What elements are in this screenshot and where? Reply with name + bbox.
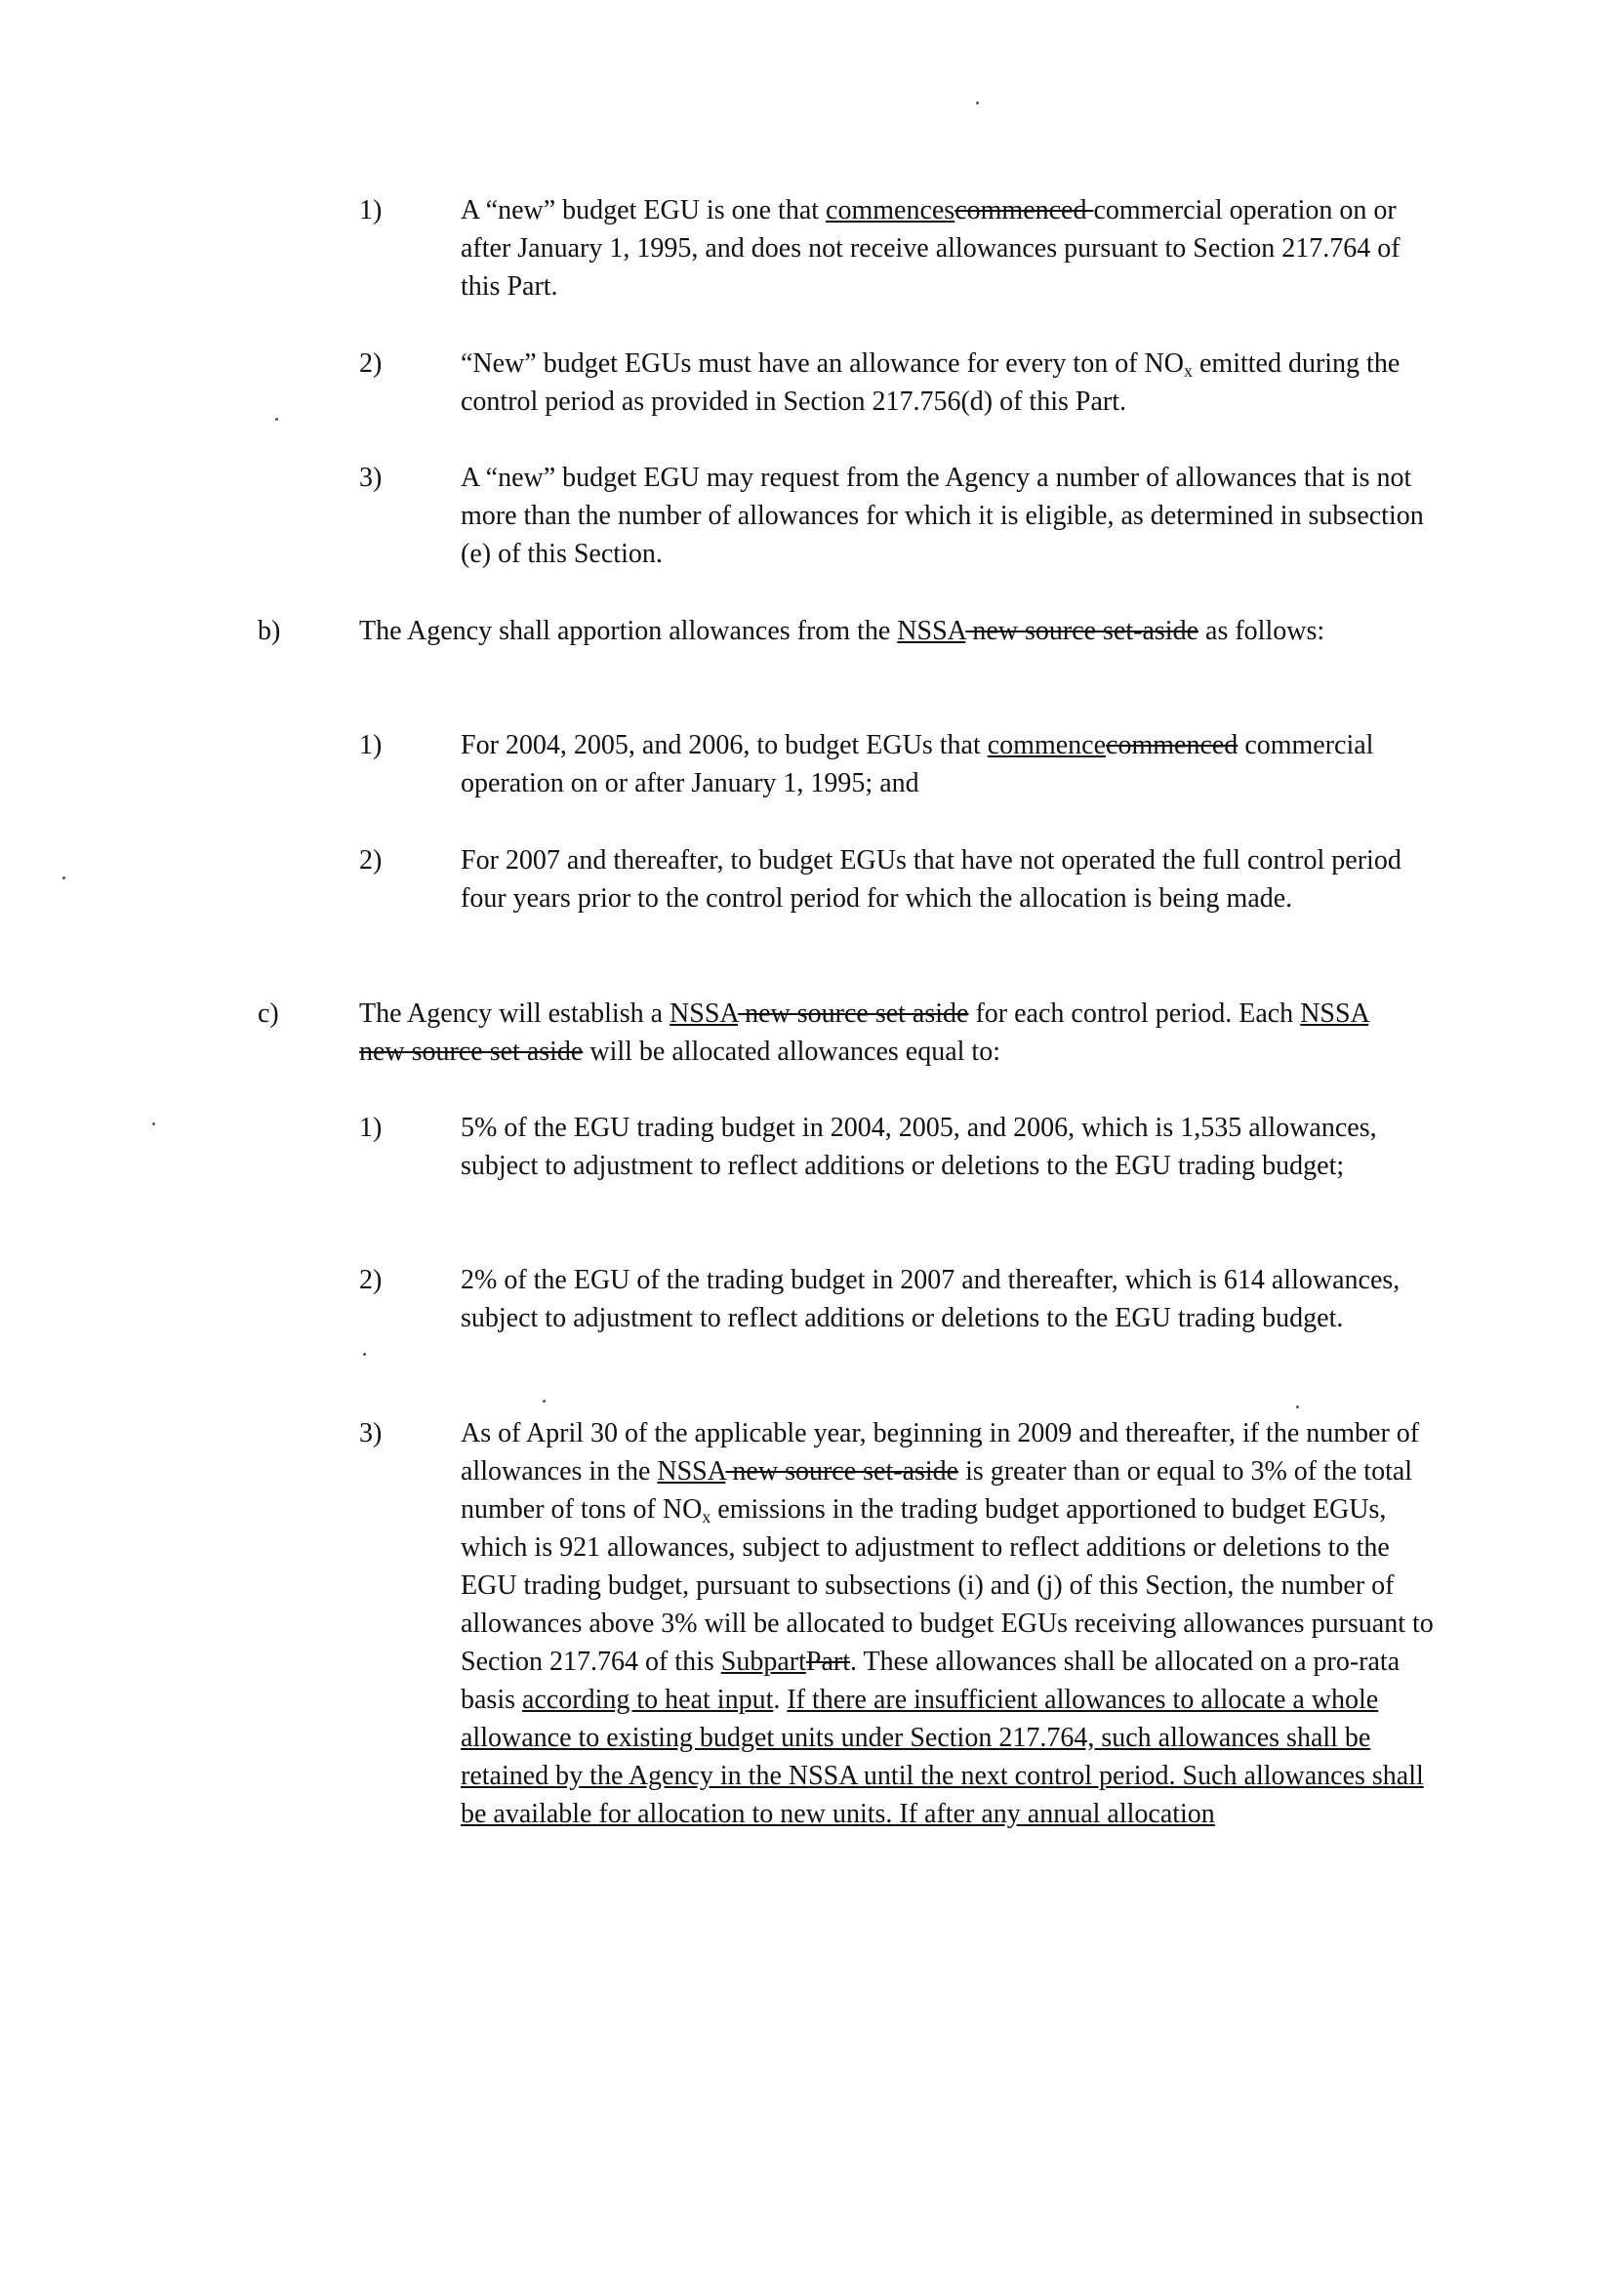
inserted-text: commences	[826, 195, 955, 225]
inserted-text: according to heat input	[522, 1685, 774, 1715]
body-text: .	[773, 1685, 788, 1715]
scan-speck	[275, 418, 278, 421]
body-text: 5% of the EGU trading budget in 2004, 2005, and 2006, which is 1,535 allowances, subject to adjustment to reflect additions or deletions to the EGU trading budget;	[461, 1113, 1377, 1181]
body-text: A “new” budget EGU may request from the Agency a number of allowances that is not more than the number of allowances for which it is eligible, as determined in subsection (e) of this Section.	[461, 463, 1424, 569]
item-marker: b)	[258, 616, 281, 646]
body-text: emissions in the trading budget apportioned to budget EGUs, which is 921 allowances, subject to adjustment to reflect additions or deletions to the EGU trading budget, pursuant to subsections (i) and (j) of this Section, the number of allowances above 3% will be allocated to budget EGUs receiving allowances pursuant to Section 217.764 of this	[461, 1494, 1434, 1677]
inserted-text: NSSA	[1300, 998, 1369, 1029]
inserted-text: NSSA	[670, 998, 739, 1029]
scan-speck	[976, 102, 979, 104]
item-marker: 1)	[359, 195, 383, 225]
item-marker: 2)	[359, 1265, 383, 1295]
item-text	[359, 995, 1413, 1071]
body-text: will be allocated allowances equal to:	[583, 1037, 1000, 1067]
item-text	[461, 1261, 1427, 1337]
subscript-text: x	[1183, 361, 1193, 381]
body-text: For 2007 and thereafter, to budget EGUs that have not operated the full control period four years prior to the control period for which the allocation is being made.	[461, 845, 1401, 914]
body-text: commercial operation on or after January 1, 1995; and	[461, 730, 1374, 798]
deleted-text: commenced	[1106, 730, 1238, 760]
inserted-text: NSSA	[657, 1456, 726, 1487]
body-text: for each control period. Each	[968, 998, 1301, 1029]
inserted-text: NSSA	[897, 616, 966, 646]
body-text: A “new” budget EGU is one that	[461, 195, 827, 225]
deleted-text: new source set aside	[359, 1037, 584, 1067]
body-text: emitted during the control period as provided in Section 217.756(d) of this Part.	[461, 348, 1401, 417]
item-text	[359, 612, 1403, 650]
deleted-text: Part	[805, 1647, 850, 1677]
deleted-text: new source set-aside	[725, 1456, 959, 1487]
item-marker: 3)	[359, 1418, 383, 1448]
subscript-text: x	[702, 1507, 711, 1527]
inserted-text: If there are insufficient allowances to allocate a whole allowance to existing budget units under Section 217.764, such allowances shall be retained by the Agency in the NSSA until the next control period. Such allowances shall be available for allocation to new units. If after any annual allocation	[461, 1685, 1424, 1829]
item-marker: 1)	[359, 730, 383, 760]
deleted-text: commenced	[954, 195, 1094, 225]
body-text: The Agency will establish a	[359, 998, 670, 1029]
body-text: is greater than or equal to 3% of the total number of tons of NO	[461, 1456, 1413, 1525]
item-text	[461, 345, 1446, 421]
body-text: “New” budget EGUs must have an allowance for every ton of NO	[461, 348, 1184, 379]
item-text	[461, 191, 1446, 306]
body-text: The Agency shall apportion allowances from the	[359, 616, 898, 646]
item-text	[461, 841, 1427, 917]
body-text: 2% of the EGU of the trading budget in 2007 and thereafter, which is 614 allowances, subject to adjustment to reflect additions or deletions to the EGU trading budget.	[461, 1265, 1401, 1333]
item-text	[461, 1109, 1427, 1185]
body-text: as follows:	[1198, 616, 1325, 646]
scan-speck	[152, 1122, 155, 1125]
item-marker: 3)	[359, 463, 383, 493]
scan-speck	[1296, 1406, 1299, 1408]
body-text: . These allowances shall be allocated on a pro-rata basis	[461, 1647, 1401, 1715]
item-marker: c)	[258, 998, 279, 1029]
deleted-text: new source set aside	[738, 998, 969, 1029]
item-marker: 1)	[359, 1113, 383, 1143]
item-text	[461, 1414, 1437, 1833]
deleted-text: new source set-aside	[965, 616, 1199, 646]
item-text	[461, 459, 1427, 573]
inserted-text: commence	[987, 730, 1107, 760]
item-text	[461, 726, 1427, 802]
body-text: As of April 30 of the applicable year, beginning in 2009 and thereafter, if the number of allowances in the	[461, 1418, 1420, 1487]
scan-speck	[62, 876, 65, 879]
scan-speck	[543, 1400, 546, 1403]
scan-speck	[363, 1353, 366, 1356]
inserted-text: Subpart	[720, 1647, 806, 1677]
body-text: commercial operation on or after January 1, 1995, and does not receive allowances pursuant to Section 217.764 of this Part.	[461, 195, 1401, 302]
item-marker: 2)	[359, 348, 383, 379]
body-text: For 2004, 2005, and 2006, to budget EGUs that	[461, 730, 988, 760]
item-marker: 2)	[359, 845, 383, 876]
